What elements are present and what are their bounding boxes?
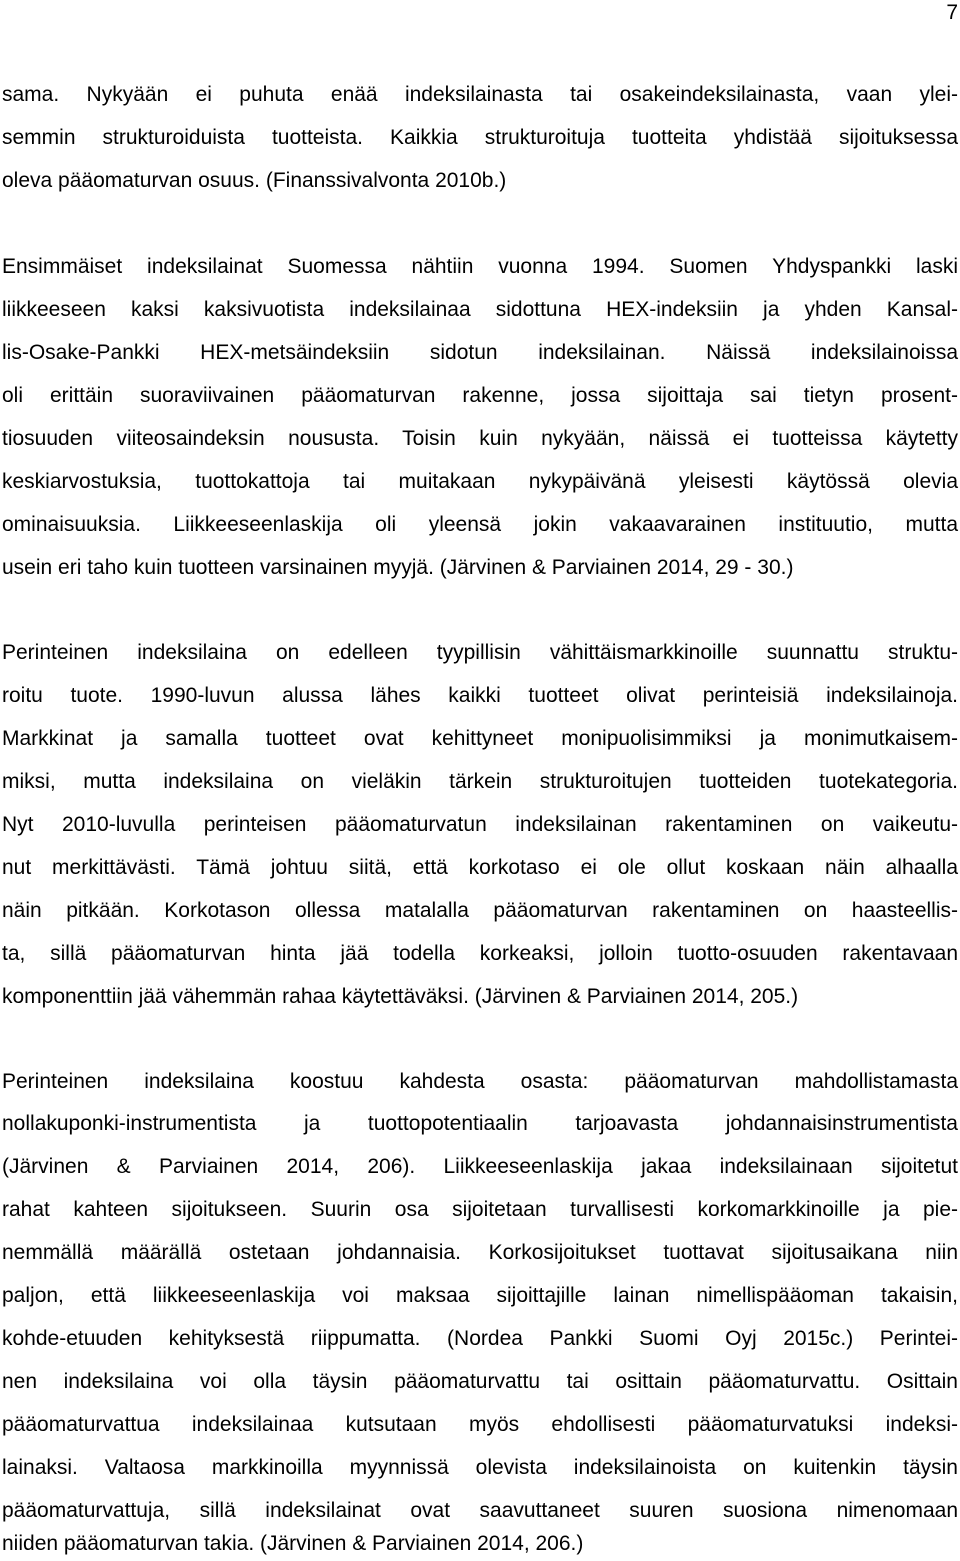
text-line: ominaisuuksia. Liikkeeseenlaskija oli yleensä jokin vakaavarainen instituutio, mutta bbox=[2, 513, 958, 536]
text-line: kohde-etuuden kehityksestä riippumatta. (Nordea Pankki Suomi Oyj 2015c.) Perintei- bbox=[2, 1327, 958, 1350]
text-line: nut merkittävästi. Tämä johtuu siitä, että korkotaso ei ole ollut koskaan näin alhaalla bbox=[2, 856, 958, 879]
text-line: Nyt 2010-luvulla perinteisen pääomaturvatun indeksilainan rakentaminen on vaikeutu- bbox=[2, 813, 958, 836]
text-line: keskiarvostuksia, tuottokattoja tai muitakaan nykypäivänä yleisesti käytössä olevia bbox=[2, 470, 958, 493]
text-line: Perinteinen indeksilaina koostuu kahdesta osasta: pääomaturvan mahdollistamasta bbox=[2, 1070, 958, 1093]
text-line: liikkeeseen kaksi kaksivuotista indeksilainaa sidottuna HEX-indeksiin ja yhden Kansal- bbox=[2, 298, 958, 321]
text-line: lis-Osake-Pankki HEX-metsäindeksiin sidotun indeksilainan. Näissä indeksilainoissa bbox=[2, 341, 958, 364]
text-line: nemmällä määrällä ostetaan johdannaisia. Korkosijoitukset tuottavat sijoitusaikana niin bbox=[2, 1241, 958, 1264]
text-line: rahat kahteen sijoitukseen. Suurin osa sijoitetaan turvallisesti korkomarkkinoille ja pie- bbox=[2, 1198, 958, 1221]
text-line: oli erittäin suoraviivainen pääomaturvan rakenne, jossa sijoittaja sai tietyn prosent- bbox=[2, 384, 958, 407]
text-line: paljon, että liikkeeseenlaskija voi maksaa sijoittajille lainan nimellispääoman takaisin, bbox=[2, 1284, 958, 1307]
text-line: semmin strukturoiduista tuotteista. Kaikkia strukturoituja tuotteita yhdistää sijoituksessa bbox=[2, 126, 958, 149]
text-line: tiosuuden viiteosaindeksin noususta. Toisin kuin nykyään, näissä ei tuotteissa käytetty bbox=[2, 427, 958, 450]
text-line: komponenttiin jää vähemmän rahaa käytettäväksi. (Järvinen & Parviainen 2014, 205.) bbox=[2, 985, 799, 1008]
text-line: lainaksi. Valtaosa markkinoilla myynnissä olevista indeksilainoista on kuitenkin täysin bbox=[2, 1456, 958, 1479]
text-line: pääomaturvattuja, sillä indeksilainat ovat saavuttaneet suuren suosiona nimenomaan bbox=[2, 1499, 958, 1522]
text-line: usein eri taho kuin tuotteen varsinainen myyjä. (Järvinen & Parviainen 2014, 29 - 30.) bbox=[2, 556, 794, 579]
text-line: ta, sillä pääomaturvan hinta jää todella korkeaksi, jolloin tuotto-osuuden rakentavaan bbox=[2, 942, 958, 965]
text-line: Markkinat ja samalla tuotteet ovat kehittyneet monipuolisimmiksi ja monimutkaisem- bbox=[2, 727, 958, 750]
text-line: roitu tuote. 1990-luvun alussa lähes kaikki tuotteet olivat perinteisiä indeksilainoja. bbox=[2, 684, 958, 707]
text-line: Ensimmäiset indeksilainat Suomessa nähtiin vuonna 1994. Suomen Yhdyspankki laski bbox=[2, 255, 958, 278]
text-line: nen indeksilaina voi olla täysin pääomaturvattu tai osittain pääomaturvattu. Osittain bbox=[2, 1370, 958, 1393]
text-line: niiden pääomaturvan takia. (Järvinen & Parviainen 2014, 206.) bbox=[2, 1532, 584, 1555]
text-line: nollakuponki-instrumentista ja tuottopotentiaalin tarjoavasta johdannaisinstrumentista bbox=[2, 1112, 958, 1135]
text-line: miksi, mutta indeksilaina on vieläkin tärkein strukturoitujen tuotteiden tuotekategoria. bbox=[2, 770, 958, 793]
text-line: (Järvinen & Parviainen 2014, 206). Liikkeeseenlaskija jakaa indeksilainaan sijoitetut bbox=[2, 1155, 958, 1178]
text-line: Perinteinen indeksilaina on edelleen tyypillisin vähittäismarkkinoille suunnattu struktu- bbox=[2, 641, 958, 664]
text-line: sama. Nykyään ei puhuta enää indeksilainasta tai osakeindeksilainasta, vaan ylei- bbox=[2, 83, 958, 106]
page-number: 7 bbox=[946, 1, 958, 24]
text-line: pääomaturvattua indeksilainaa kutsutaan myös ehdollisesti pääomaturvatuksi indeksi- bbox=[2, 1413, 958, 1436]
text-line: näin pitkään. Korkotason ollessa matalalla pääomaturvan rakentaminen on haasteellis- bbox=[2, 899, 958, 922]
text-line: oleva pääomaturvan osuus. (Finanssivalvonta 2010b.) bbox=[2, 169, 507, 192]
